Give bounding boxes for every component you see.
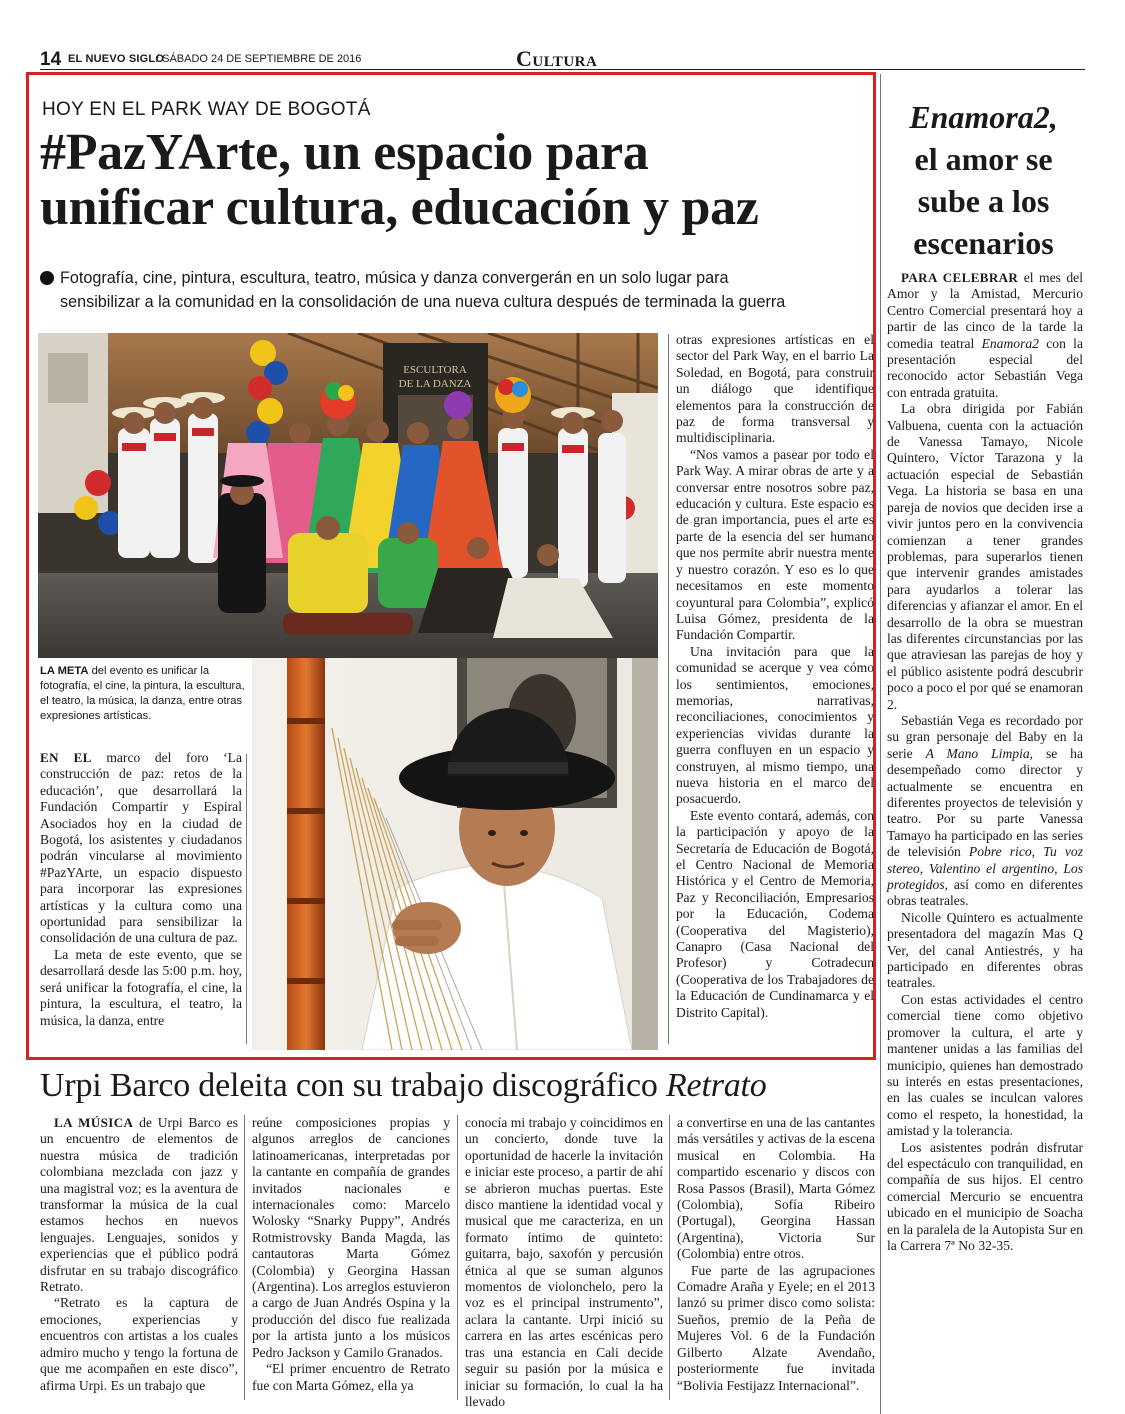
paragraph: otras expresiones artísticas en el sector del Park Way, en el barrio La Soledad, en Bogotá, para construir un diálogo que identifique elementos para la construcción de paz de forma transversal y multidisciplinaria. <box>676 332 874 446</box>
paragraph-lead: EN EL <box>40 750 92 765</box>
paragraph <box>887 713 1083 910</box>
paragraph: Con estas actividades el centro comercial tiene como objetivo promover la cultura, el arte y mantener unidas a las familias del municipio, quienes han demostrado su interés en estas presentaciones, en las cuales se inculcan valores como el respeto, la honestidad, la amistad y la tolerancia. <box>887 991 1083 1139</box>
bottom-column-1 <box>40 1115 238 1394</box>
paragraph-text: de Urpi Barco es un encuentro de elementos de nuestra música de tradición colombiana mezclada con jazz y una magistral voz; es la aventura de transformar la música de la cual estamos hechos en nuevos lenguajes. Lenguajes, sonidos y experiencias que el público podrá disfrutar en su trabajo discográfico Retrato. <box>40 1115 238 1295</box>
bottom-article-headline <box>40 1066 880 1106</box>
album-title: Retrato <box>665 1067 767 1104</box>
sidebar-divider <box>880 74 881 1414</box>
paragraph-text: Sebastián Vega es recordado por su gran personaje del Baby en la serie <box>887 712 1083 761</box>
page-number: 14 <box>40 49 62 70</box>
caption-lead: LA META <box>40 665 89 677</box>
sidebar-headline-italic: Enamora2, <box>909 99 1058 135</box>
headline-line-2: unificar cultura, educación y paz <box>40 179 759 236</box>
lead-line-1: Fotografía, cine, pintura, escultura, teatro, música y danza convergerán en un solo lugar para <box>60 269 729 287</box>
group-photo <box>38 333 658 658</box>
paragraph-text: , se ha desempeñado como director y actualmente se encuentra en diferentes proyectos de televisión y teatro. Por su parte Vanessa Tamayo ha participado en las series de televisión <box>887 745 1083 860</box>
paragraph-lead: PARA CELEBRAR <box>901 270 1019 285</box>
sidebar-headline-rest: el amor se sube a los escenarios <box>913 141 1054 261</box>
paragraph: “El primer encuentro de Retrato fue con Marta Gómez, ella ya <box>252 1361 450 1393</box>
paragraph: Los asistentes podrán disfrutar del espectáculo con tranquilidad, en compañía de sus hijos. El centro comercial Mercurio se encuentra ubicado en el municipio de Soacha en la paralela de la Autopista Sur en la Carrera 7ª No 32-35. <box>887 1139 1083 1253</box>
paragraph-lead: LA MÚSICA <box>54 1115 134 1130</box>
paragraph <box>40 1115 238 1295</box>
paragraph-text: , así como en diferentes obras teatrales. <box>887 877 1083 909</box>
series-titles: Pobre rico, Tu voz stereo, Valentino el argentino, Los protegidos <box>887 844 1084 893</box>
harpist-photo <box>252 658 658 1050</box>
paragraph: reúne composiciones propias y algunos arreglos de canciones latinoamericanas, interpretadas por la cantante en compañía de grandes invitados nacionales e internacionales como: Marcelo Wolosky “Snarky Puppy”, Andrés Rotmistrovsky Banda Magda, las cantautoras Marta Gómez (Colombia) y Georgina Hassan (Argentina). Los arreglos estuvieron a cargo de Juan Andrés Ospina y la producción del disco fue realizada por la artista junto a los músicos Pedro Jackson y Camilo Granados. <box>252 1115 450 1360</box>
paragraph <box>40 750 242 947</box>
banner-title: ESCULTORA <box>403 364 467 376</box>
bottom-column-3 <box>465 1115 663 1410</box>
paragraph: a convertirse en una de las cantantes más versátiles y activas de la escena musical en Colombia. Ha compartido escenario y discos con Rosa Passos (Brasil), Marta Gómez (Colombia), Sofía Ribeiro (Portugal), Georgina Hassan (Argentina), Victoria Sur (Colombia) entre otros. <box>677 1115 875 1262</box>
headline-text: Urpi Barco deleita con su trabajo discográfico <box>40 1067 666 1104</box>
column-divider <box>668 334 669 1044</box>
paragraph: “Retrato es la captura de emociones, experiencias y encuentros con artistas a los cuales admiro mucho y tengo la fortuna de que me acompañen en este disco”, afirma Urpi. Es un trabajo que <box>40 1295 238 1393</box>
newspaper-name: EL NUEVO SIGLO <box>68 53 165 65</box>
bullet-icon <box>40 271 54 285</box>
sidebar-article <box>887 270 1083 1254</box>
paragraph: conocía mi trabajo y coincidimos en un concierto, donde tuve la oportunidad de hacerle la invitación e iniciar este proceso, a partir de ahí se abrieron muchas puertas. Este disco mantiene la identidad vocal y musical que me caracteriza, en un formato íntimo de quinteto: guitarra, bajo, saxofón y percusión étnica al que se suman algunos momentos de violonchelo, pero la voz es el principal instrumento”, aclara la cantante. Urpi inició su carrera en las artes escénicas pero tras una estancia en Cali decide seguir su pasión por la música e iniciar su formación, lo cual la ha llevado <box>465 1115 663 1409</box>
header-rule <box>40 69 1085 70</box>
series-title: A Mano Limpia <box>925 745 1030 761</box>
article-column-left <box>40 750 242 1029</box>
article-column-right <box>676 332 874 1021</box>
sidebar-headline <box>886 96 1081 264</box>
svg-text:DE LA DANZA: DE LA DANZA <box>398 378 472 390</box>
paragraph-text: el mes del Amor y la Amistad, Mercurio Centro Comercial presentará hoy a partir de las cinco de la tarde la comedia teatral <box>887 270 1083 351</box>
paragraph: Este evento contará, además, con la participación y apoyo de la Secretaría de Educación de Bogotá, el Centro Nacional de Memoria Histórica y el Centro de Memoria, Paz y Reconciliación, Empresarios por la Educación, Codema (Cooperativa del Magisterio), Canapro (Casa Nacional del Profesor) y Cotradecun (Cooperativa de los Trabajadores de la Educación de Cundinamarca y el Distrito Capital). <box>676 807 874 1020</box>
paragraph: La meta de este evento, que se desarrollará desde las 5:00 p.m. hoy, será unificar la fotografía, el cine, la pintura, la escultura, el teatro, la música, la danza, entre <box>40 946 242 1028</box>
caption-text: del evento es unificar la fotografía, el cine, la pintura, la escultura, el teatro, la música, la danza, entre otras expresiones artísticas. <box>40 665 245 722</box>
column-divider <box>669 1115 670 1400</box>
article-kicker: HOY EN EL PARK WAY DE BOGOTÁ <box>42 99 371 120</box>
issue-date: / SÁBADO 24 DE SEPTIEMBRE DE 2016 <box>156 53 362 65</box>
headline-line-1: #PazYArte, un espacio para <box>40 124 649 181</box>
paragraph: “Nos vamos a pasear por todo el Park Way. A mirar obras de arte y a conversar entre nosotros sobre paz, educación y cultura. Este espacio es de gran importancia, pues el arte es parte de la esencia del ser humano que nos permite abrir nuestra mente y nuestro corazón. Y eso es lo que necesitamos en este momento coyuntural para Colombia”, explicó Luisa Gómez, presidenta de la Fundación Compartir. <box>676 446 874 643</box>
paragraph: Nicolle Quintero es actualmente presentadora del magazín Mas Q Ver, del canal Antiestrés, y ha participado en diferentes obras teatrales. <box>887 909 1083 991</box>
bottom-column-2 <box>252 1115 450 1394</box>
article-headline <box>40 125 870 235</box>
section-title: Cultura <box>516 46 598 71</box>
bottom-column-4 <box>677 1115 875 1394</box>
photo-caption <box>40 664 245 724</box>
paragraph: La obra dirigida por Fabián Valbuena, cuenta con la actuación de Vanessa Tamayo, Nicole Quintero, Víctor Tarazona y la actuación especial de Sebastián Vega. La historia se basa en una pareja de novios que deciden irse a vivir juntos pero en la convivencia comienzan a tener grandes problemas, para superarlos tienen que intervenir grandes amistades para ayudarlos a tolerar las diferencias y afianzar el amor. En el desarrollo de la obra se muestran las diferentes circunstancias por las que atraviesan las parejas de hoy y el público asistente podrá descubrir poco a poco el por qué se enamoran 2. <box>887 401 1083 712</box>
paragraph: Una invitación para que la comunidad se acerque y vea cómo los sentimientos, emociones, memorias, narrativas, reconciliaciones, conocimientos y experiencias vividas durante la guerra confluyen en un espacio y construyen, al mismo tiempo, una nueva historia en el marco del posacuerdo. <box>676 643 874 807</box>
play-title: Enamora2 <box>981 335 1039 351</box>
column-divider <box>244 1115 245 1400</box>
article-lead <box>60 266 865 314</box>
lead-line-2: sensibilizar a la comunidad en la consolidación de una nueva cultura después de terminada la guerra <box>60 293 786 311</box>
column-divider <box>246 754 247 1044</box>
paragraph-text: marco del foro ‘La construcción de paz: retos de la educación’, que desarrollará la Fundación Compartir y Espiral Asociados hoy en la ciudad de Bogotá, los asistentes y ciudadanos podrán vincularse al movimiento #PazYArte, un espacio dispuesto para incorporar las expresiones artísticas y la cultura como una oportunidad para sensibilizar la consolidación de una cultura de paz. <box>40 750 242 946</box>
column-divider <box>457 1115 458 1400</box>
paragraph-text: con la presentación especial del reconocido actor Sebastián Vega con entrada gratuita. <box>887 335 1083 400</box>
paragraph <box>887 270 1083 401</box>
paragraph: Fue parte de las agrupaciones Comadre Araña y Eyele; en el 2013 lanzó su primer disco como solista: Sueños, premio de la Peña de Mujeres Vol. 6 de la Fundación Gilberto Alzate Avendaño, posteriormente fue invitada “Bolivia Festijazz Internacional”. <box>677 1262 875 1393</box>
